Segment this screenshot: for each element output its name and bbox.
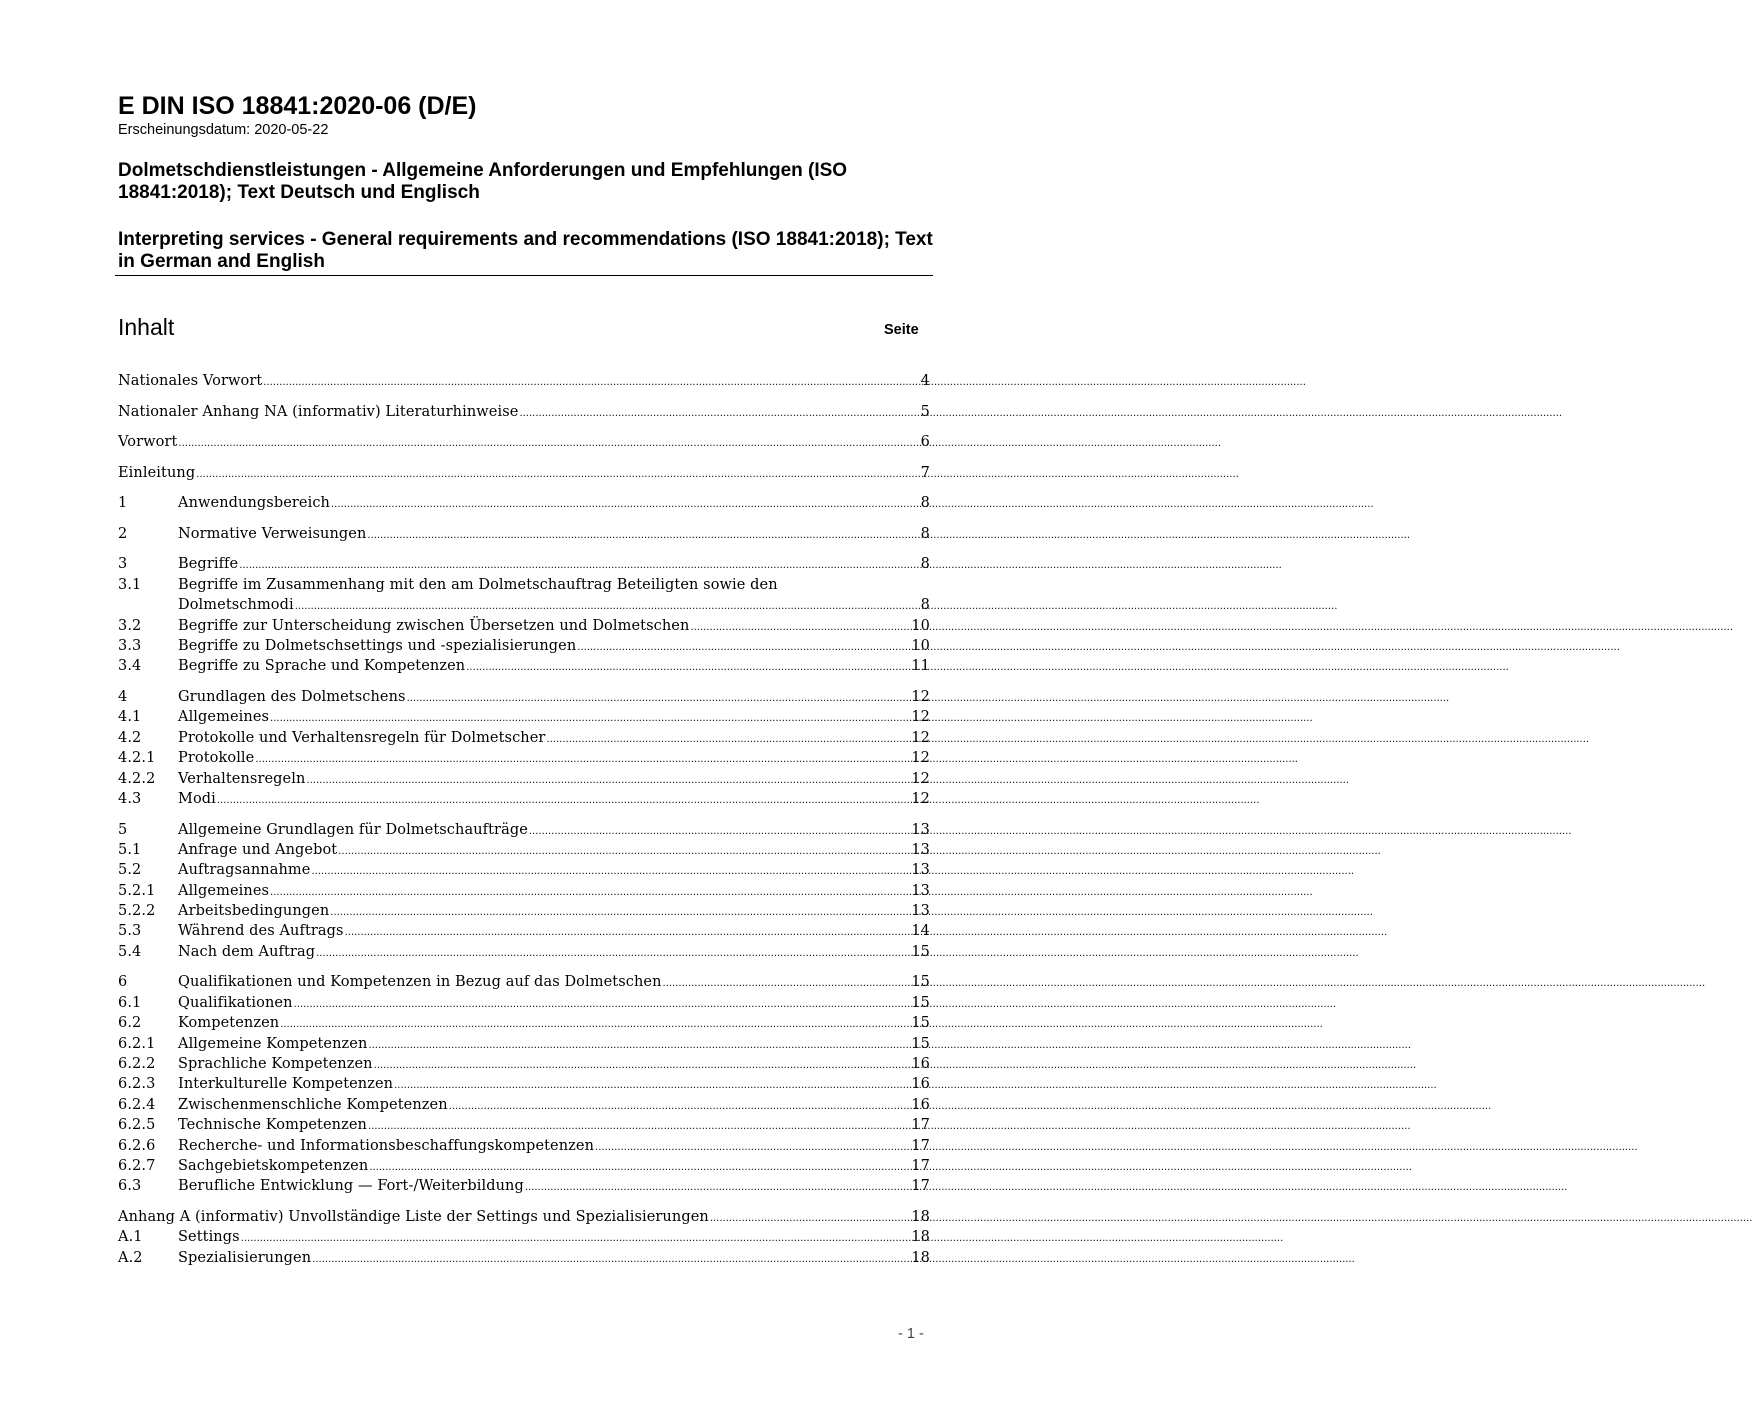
toc-leader-dots	[663, 972, 911, 994]
toc-leader-dots	[331, 493, 920, 515]
toc-entry-title: Technische Kompetenzen	[178, 1117, 367, 1134]
toc-entry[interactable]	[118, 993, 930, 1013]
toc-entry-title: Kompetenzen	[178, 1015, 280, 1032]
toc-entry[interactable]	[118, 493, 930, 513]
document-id: E DIN ISO 18841:2020-06 (D/E)	[118, 92, 477, 120]
toc-entry-title: Sprachliche Kompetenzen	[178, 1056, 373, 1073]
toc-entry[interactable]	[118, 921, 930, 941]
toc-leader-dots	[345, 921, 911, 943]
toc-entry-page: 8	[920, 525, 930, 542]
toc-entry-title: Protokolle	[178, 750, 255, 767]
toc-entry-title: Interkulturelle Kompetenzen	[178, 1076, 394, 1093]
toc-entry[interactable]	[118, 728, 930, 748]
toc-entry-title: Arbeitsbedingungen	[178, 903, 330, 920]
toc-entry-page: 13	[911, 862, 930, 879]
header-divider	[115, 275, 933, 276]
toc-leader-dots	[338, 840, 910, 862]
toc-entry-page: 15	[911, 943, 930, 960]
toc-entry-number: 2	[118, 525, 128, 542]
toc-entry-title: Allgemeine Kompetenzen	[178, 1035, 368, 1052]
toc-entry-number: 3	[118, 556, 128, 573]
toc-entry-number: 3.1	[118, 576, 142, 593]
toc-entry-number: 5	[118, 821, 128, 838]
toc-leader-dots	[368, 1034, 910, 1056]
toc-leader-dots	[374, 1054, 911, 1076]
toc-entry-page: 4	[920, 373, 930, 389]
toc-entry-title: Qualifikationen	[178, 994, 293, 1011]
toc-leader-dots	[546, 728, 910, 750]
toc-entry-title: Qualifikationen und Kompetenzen in Bezug auf das Dolmetschen	[178, 974, 662, 991]
toc-entry-number: 5.2.1	[118, 882, 156, 899]
toc-entry[interactable]	[118, 1074, 930, 1094]
toc-entry[interactable]	[118, 820, 930, 840]
toc-leader-dots	[519, 402, 919, 424]
toc-entry-number: A.1	[118, 1229, 143, 1246]
toc-entry[interactable]	[118, 575, 930, 595]
toc-entry-page: 12	[911, 750, 930, 767]
toc-entry-page: 18	[911, 1208, 930, 1225]
toc-leader-dots	[368, 1115, 910, 1137]
toc-leader-dots	[466, 656, 910, 678]
toc-entry-number: 6.2	[118, 1015, 142, 1032]
toc-entry-page: 17	[911, 1117, 930, 1134]
toc-entry-title: Allgemeines	[178, 709, 270, 726]
toc-entry-title: Anhang A (informativ) Unvollständige Liste der Settings und Spezialisierungen	[118, 1208, 709, 1225]
toc-entry-title: Verhaltensregeln	[178, 770, 306, 787]
toc-entry-title: Begriffe zu Dolmetschsettings und -spezialisierungen	[178, 638, 577, 655]
toc-leader-dots	[311, 860, 910, 882]
toc-entry-number: 4.2	[118, 729, 142, 746]
toc-leader-dots	[312, 1248, 910, 1270]
toc-entry[interactable]	[118, 1227, 930, 1247]
toc-entry-page: 12	[911, 770, 930, 787]
toc-entry[interactable]	[118, 554, 930, 574]
toc-entry[interactable]	[118, 881, 930, 901]
toc-entry-number: 5.2.2	[118, 903, 156, 920]
toc-entry-title: Berufliche Entwicklung — Fort-/Weiterbildung	[178, 1178, 524, 1195]
toc-entry-page: 8	[920, 556, 930, 573]
toc-entry-title: Während des Auftrags	[178, 923, 344, 940]
toc-entry-number: 6.2.4	[118, 1096, 156, 1113]
toc-leader-dots	[525, 1176, 911, 1198]
toc-entry[interactable]	[118, 1156, 930, 1176]
toc-entry-page: 8	[920, 495, 930, 512]
toc-entry-title: Spezialisierungen	[178, 1249, 312, 1266]
toc-entry-number: 5.1	[118, 841, 142, 858]
toc-entry-page: 13	[911, 841, 930, 858]
toc-entry-page: 12	[911, 790, 930, 807]
toc-entry-page: 15	[911, 1015, 930, 1032]
toc-entry-number: 4.1	[118, 709, 142, 726]
toc-entry-number: 6.2.3	[118, 1076, 156, 1093]
toc-entry-title: Vorwort	[118, 434, 178, 451]
toc-entry-title: Nationales Vorwort	[118, 373, 263, 389]
toc-leader-dots	[394, 1074, 910, 1096]
toc-entry-page: 13	[911, 903, 930, 920]
toc-leader-dots	[577, 636, 910, 658]
toc-entry[interactable]	[118, 789, 930, 809]
toc-entry-number: 3.2	[118, 617, 142, 634]
toc-entry-number: 3.3	[118, 638, 142, 655]
toc-entry-number: 6.2.1	[118, 1035, 156, 1052]
toc-entry-number: 6.2.5	[118, 1117, 156, 1134]
toc-entry-page: 12	[911, 729, 930, 746]
toc-entry-number: 4	[118, 689, 128, 705]
toc-entry-number: 6	[118, 974, 128, 991]
toc-leader-dots	[280, 1013, 910, 1035]
toc-entry-number: 1	[118, 495, 128, 512]
toc-entry-number: 5.4	[118, 943, 142, 960]
toc-entry-number: 4.3	[118, 790, 142, 807]
toc-entry-page: 11	[911, 658, 930, 675]
toc-entry-page: 13	[911, 821, 930, 838]
toc-entry[interactable]	[118, 972, 930, 992]
toc-entry-title: Nationaler Anhang NA (informativ) Literaturhinweise	[118, 403, 519, 420]
toc-entry-title: Modi	[178, 790, 216, 807]
toc-leader-dots	[316, 942, 910, 964]
toc-entry-page: 16	[911, 1056, 930, 1073]
toc-entry[interactable]	[118, 687, 930, 707]
toc-entry[interactable]	[118, 1054, 930, 1074]
toc-entry-title: Zwischenmenschliche Kompetenzen	[178, 1096, 448, 1113]
toc-leader-dots	[710, 1207, 911, 1229]
toc-leader-dots	[241, 1227, 911, 1249]
toc-entry-number: A.2	[118, 1249, 143, 1266]
footer-page-number: - 1 -	[898, 1326, 924, 1342]
toc-entry-page: 16	[911, 1096, 930, 1113]
toc-entry[interactable]	[118, 1034, 930, 1054]
toc-entry-page: 18	[911, 1249, 930, 1266]
toc-entry[interactable]	[118, 860, 930, 880]
toc-entry-page: 15	[911, 974, 930, 991]
toc-leader-dots	[367, 524, 919, 546]
toc-leader-dots	[595, 1136, 910, 1158]
toc-entry-number: 5.2	[118, 862, 142, 879]
toc-leader-dots	[217, 789, 910, 811]
toc-entry-title: Begriffe zur Unterscheidung zwischen Übersetzen und Dolmetschen	[178, 617, 690, 634]
toc-leader-dots	[239, 554, 919, 576]
toc-entry-page: 17	[911, 1178, 930, 1195]
publication-date: Erscheinungsdatum: 2020-05-22	[118, 122, 329, 138]
toc-entry-title: Allgemeines	[178, 882, 270, 899]
toc-entry-number: 6.3	[118, 1178, 142, 1195]
toc-entry-page: 12	[911, 709, 930, 726]
toc-entry-title: Sachgebietskompetenzen	[178, 1157, 369, 1174]
toc-leader-dots	[178, 432, 919, 454]
toc-entry-page: 18	[911, 1229, 930, 1246]
toc-entry-title: Anfrage und Angebot	[178, 841, 338, 858]
toc-entry-page: 14	[911, 923, 930, 940]
toc-entry-title: Auftragsannahme	[178, 862, 311, 879]
toc-entry-page: 13	[911, 882, 930, 899]
title-english: Interpreting services - General requirements and recommendations (ISO 18841:2018); Text in German and English	[118, 229, 933, 272]
toc-entry[interactable]	[118, 371, 930, 391]
toc-leader-dots	[270, 881, 910, 903]
toc-entry-page: 15	[911, 994, 930, 1011]
toc-entry-page: 10	[911, 617, 930, 634]
toc-entry-title: Protokolle und Verhaltensregeln für Dolmetscher	[178, 729, 546, 746]
toc-entry-title: Anwendungsbereich	[178, 495, 330, 512]
toc-entry-title: Begriffe zu Sprache und Kompetenzen	[178, 658, 466, 675]
toc-leader-dots	[295, 595, 920, 617]
toc-entry[interactable]	[118, 463, 930, 483]
toc-page-column-label: Seite	[884, 322, 919, 338]
toc-entry-title: Recherche- und Informationsbeschaffungskompetenzen	[178, 1137, 595, 1154]
toc-entry[interactable]	[118, 840, 930, 860]
toc-entry[interactable]	[118, 942, 930, 962]
toc-entry-page: 10	[911, 638, 930, 655]
toc-entry-continuation[interactable]	[118, 595, 930, 615]
toc-entry[interactable]	[118, 616, 930, 636]
toc-leader-dots	[690, 616, 910, 638]
toc-entry-title: Nach dem Auftrag	[178, 943, 316, 960]
toc-entry[interactable]	[118, 1013, 930, 1033]
toc-leader-dots	[449, 1095, 911, 1117]
toc-entry-page: 8	[920, 597, 930, 614]
toc-entry[interactable]	[118, 524, 930, 544]
toc-entry[interactable]	[118, 1207, 930, 1227]
toc-entry[interactable]	[118, 707, 930, 727]
toc-leader-dots	[294, 993, 911, 1015]
toc-entry-page: 17	[911, 1157, 930, 1174]
toc-entry-page: 6	[920, 434, 930, 451]
toc-entry-title: Begriffe	[178, 556, 239, 573]
title-german: Dolmetschdienstleistungen - Allgemeine Anforderungen und Empfehlungen (ISO 18841:2018); Text Deutsch und Englisch	[118, 160, 848, 203]
toc-entry[interactable]	[118, 901, 930, 921]
toc-entry-page: 16	[911, 1076, 930, 1093]
toc-leader-dots	[196, 463, 919, 485]
toc-entry-page: 15	[911, 1035, 930, 1052]
toc-entry-page: 17	[911, 1137, 930, 1154]
toc-leader-dots	[306, 769, 910, 791]
toc-entry[interactable]	[118, 1115, 930, 1135]
toc-entry-title: Settings	[178, 1229, 240, 1246]
toc-leader-dots	[263, 371, 919, 393]
toc-entry-title: Einleitung	[118, 464, 196, 481]
toc-entry-page: 5	[920, 403, 930, 420]
toc-entry-number: 6.1	[118, 994, 142, 1011]
toc-entry[interactable]	[118, 1095, 930, 1115]
toc-entry-page: 12	[911, 689, 930, 705]
toc-entry[interactable]	[118, 1176, 930, 1196]
toc-entry-page: 7	[920, 464, 930, 481]
toc-entry-title: Normative Verweisungen	[178, 525, 367, 542]
toc-entry[interactable]	[118, 432, 930, 452]
toc-entry[interactable]	[118, 636, 930, 656]
toc-entry[interactable]	[118, 402, 930, 422]
table-of-contents	[118, 371, 930, 1268]
toc-entry-number: 3.4	[118, 658, 142, 675]
toc-entry[interactable]	[118, 656, 930, 676]
toc-entry[interactable]	[118, 1248, 930, 1268]
toc-entry[interactable]	[118, 1136, 930, 1156]
toc-entry-number: 6.2.2	[118, 1056, 156, 1073]
toc-entry-number: 6.2.7	[118, 1157, 156, 1174]
toc-entry-number: 6.2.6	[118, 1137, 156, 1154]
toc-entry-number: 4.2.1	[118, 750, 156, 767]
toc-entry[interactable]	[118, 769, 930, 789]
toc-leader-dots	[529, 820, 910, 842]
toc-entry[interactable]	[118, 748, 930, 768]
toc-leader-dots	[330, 901, 910, 923]
toc-leader-dots	[407, 687, 911, 709]
toc-leader-dots	[270, 707, 910, 729]
toc-entry-number: 4.2.2	[118, 770, 156, 787]
toc-leader-dots	[255, 748, 910, 770]
toc-entry-title: Grundlagen des Dolmetschens	[178, 689, 406, 705]
toc-entry-number: 5.3	[118, 923, 142, 940]
toc-heading: Inhalt	[118, 314, 175, 340]
toc-entry-title: Begriffe im Zusammenhang mit den am Dolmetschauftrag Beteiligten sowie den	[178, 576, 778, 593]
toc-leader-dots	[369, 1156, 910, 1178]
toc-entry-title-continued: Dolmetschmodi	[178, 597, 294, 614]
toc-entry-title: Allgemeine Grundlagen für Dolmetschaufträge	[178, 821, 528, 838]
